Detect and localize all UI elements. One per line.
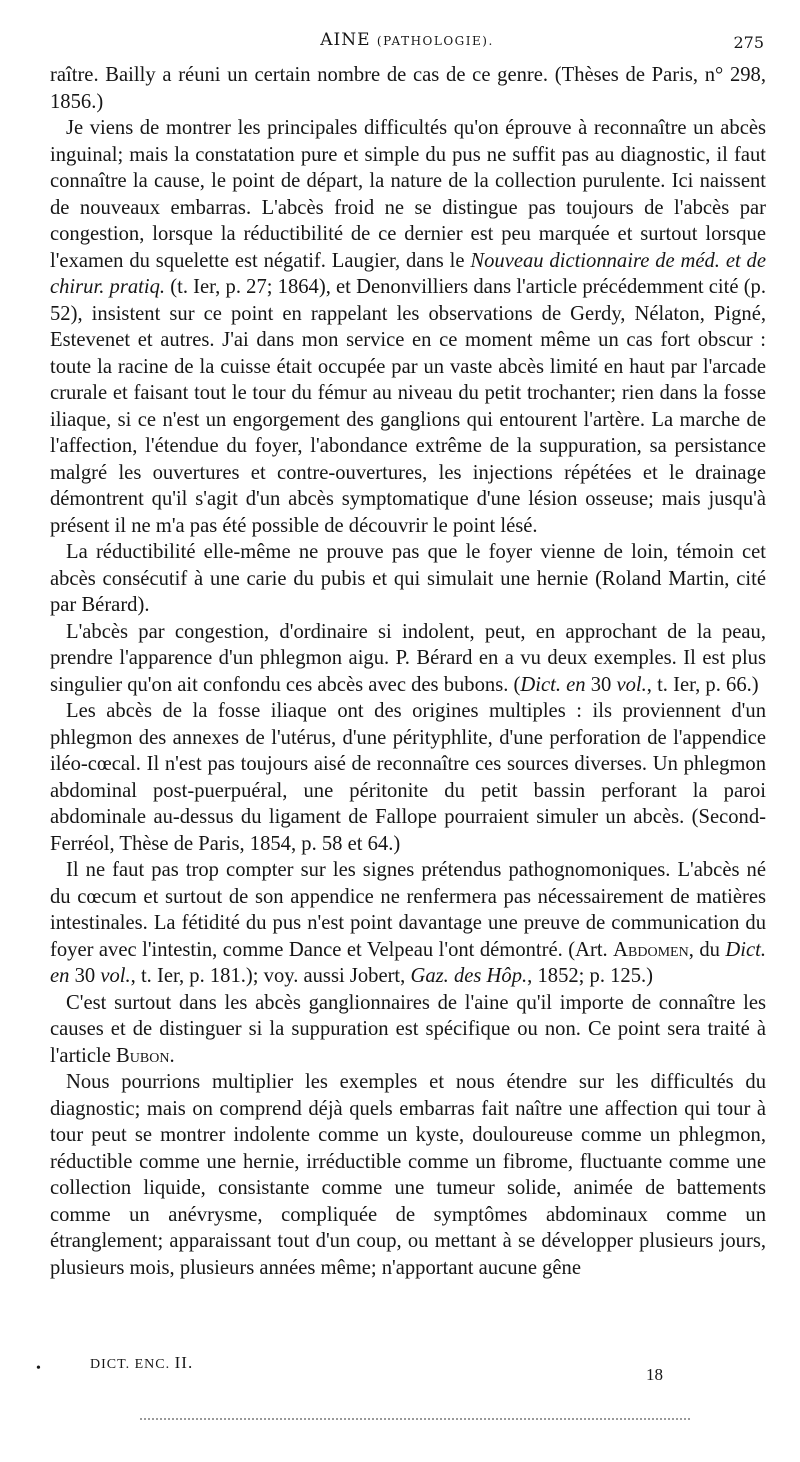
signature-volume: II. xyxy=(174,1353,194,1372)
sheet-number: 18 xyxy=(646,1365,663,1384)
signature-label: DICT. ENC. xyxy=(90,1357,171,1372)
text-run: , 1852; p. 125.) xyxy=(527,965,654,987)
citation-italic: Gaz. des Hôp. xyxy=(410,965,528,987)
text-run: Il ne faut pas trop compter sur les signes prétendus pathognomoniques. L'abcès né du cœcum et surtout de son appendice ne renfermera pas nécessairement de matières intestinales. La fétidité du pus n'est point davantage une preuve de communication du foyer avec l'intestin, comme Dance et Velpeau l'ont démontré. (Art. xyxy=(50,859,766,961)
citation-italic: vol. xyxy=(616,673,647,696)
citation-italic: Nouveau dictionnaire de méd. et de chirur. pratiq. xyxy=(50,249,766,298)
small-caps-term: Abdomen xyxy=(613,938,689,961)
page-number: 275 xyxy=(733,33,764,52)
text-run: , du xyxy=(688,938,726,961)
running-title xyxy=(50,30,764,50)
footer-signature xyxy=(90,1353,193,1373)
paragraph-7 xyxy=(50,1069,766,1281)
small-caps-term: Bubon xyxy=(116,1044,170,1067)
running-title-main: AINE xyxy=(320,30,371,50)
citation-italic: Dict. en xyxy=(520,673,586,696)
paragraph-5 xyxy=(50,857,766,990)
paragraph-3 xyxy=(50,619,766,699)
text-run: raître. Bailly a réuni un certain nombre de cas de ce genre. (Thèses de Paris, n° 298, 1856.) xyxy=(50,64,766,113)
text-run: Nous pourrions multiplier les exemples et nous étendre sur les difficultés du diagnostic; mais on comprend déjà quels embarras fait naître une affection qui tour à tour peut se montrer indolente comme un kyste, douloureuse comme un phlegmon, réductible comme une hernie, irréductible comme un fibrome, fluctuante comme une collection liquide, consistante comme une tumeur solide, animée de battements comme un anévrysme, compliquée de symptômes abdominaux comme un étranglement; apparaissant tout d'un coup, ou mettant à se développer plusieurs jours, plusieurs mois, plusieurs années même; n'apportant aucune gêne xyxy=(50,1071,766,1279)
page-footer xyxy=(36,1353,756,1393)
text-run: (t. Ier, p. 27; 1864), et Denonvilliers dans l'article précédemment cité (p. 52), insistent sur ce point en rappelant les observations de Gerdy, Nélaton, Pigné, Estevenet et autres. J'ai dans mon service en ce moment même un cas fort obscur : toute la racine de la cuisse était occupée par un vaste abcès limité en haut par l'arcade crurale et faisant tout le tour du fémur au niveau du petit trochanter; rien dans la fosse iliaque, si ce n'est un engorgement des ganglions qui entourent l'artère. La marche de l'affection, l'étendue du foyer, l'abondance extrême de la suppuration, sa persistance malgré les ouvertures et contre-ouvertures, les injections répétées et le drainage démontrent qu'il s'agit d'un abcès symptomatique d'une lésion osseuse; mais jusqu'à présent il ne m'a pas été possible de découvrir le point lésé. xyxy=(50,276,767,537)
text-run: . xyxy=(169,1044,175,1067)
paragraph-6 xyxy=(50,990,766,1070)
text-run: Les abcès de la fosse iliaque ont des origines multiples : ils proviennent d'un phlegmon des annexes de l'utérus, d'une pérityphlite, d'une perforation de l'appendice iléo-cœcal. Il n'est pas toujours aisé de reconnaître ces sources diverses. Un phlegmon abdominal post-puerpuéral, une péritonite du petit bassin perforant la paroi abdominale au-dessus du ligament de Fallope pourraient simuler un abcès. (Second-Ferréol, Thèse de Paris, 1854, p. 58 et 64.) xyxy=(50,700,766,855)
text-run: 30 xyxy=(585,673,617,696)
citation-italic: vol. xyxy=(100,965,131,987)
paragraph-2 xyxy=(50,539,766,619)
citation-italic: Dict. en xyxy=(50,938,766,987)
footer-bullet: • xyxy=(36,1361,41,1376)
text-run: Je viens de montrer les principales difficultés qu'on éprouve à reconnaître un abcès inguinal; mais la constatation pure et simple du pus ne suffit pas au diagnostic, il faut connaître la cause, le point de départ, la nature de la collection purulente. Ici naissent de nouveaux embarras. L'abcès froid ne se distingue pas toujours de l'abcès par congestion, lorsque la réductibilité de ce dernier est peu marquée et surtout lorsque l'examen du squelette est négatif. Laugier, dans le xyxy=(50,117,766,272)
body-text xyxy=(50,62,766,1281)
bottom-dotted-rule xyxy=(140,1418,690,1420)
paragraph-4 xyxy=(50,698,766,857)
text-run: C'est surtout dans les abcès ganglionnaires de l'aine qu'il importe de connaître les causes et de distinguer si la suppuration est spécifique ou non. Ce point sera traité à l'article xyxy=(50,991,766,1067)
text-run: , t. Ier, p. 66.) xyxy=(646,673,759,696)
paragraph-0 xyxy=(50,62,766,115)
text-run: La réductibilité elle-même ne prouve pas que le foyer vienne de loin, témoin cet abcès consécutif à une carie du pubis et qui simulait une hernie (Roland Martin, cité par Bérard). xyxy=(50,541,766,616)
text-run: , t. Ier, p. 181.); voy. aussi Jobert, xyxy=(130,965,411,987)
running-head xyxy=(50,30,764,58)
running-title-sub: (PATHOLOGIE). xyxy=(376,34,494,48)
text-run: 30 xyxy=(69,965,101,987)
paragraph-1 xyxy=(50,115,766,539)
text-run: L'abcès par congestion, d'ordinaire si indolent, peut, en approchant de la peau, prendre l'apparence d'un phlegmon aigu. P. Bérard en a vu deux exemples. Il est plus singulier qu'on ait confondu ces abcès avec des bubons. ( xyxy=(50,620,766,696)
